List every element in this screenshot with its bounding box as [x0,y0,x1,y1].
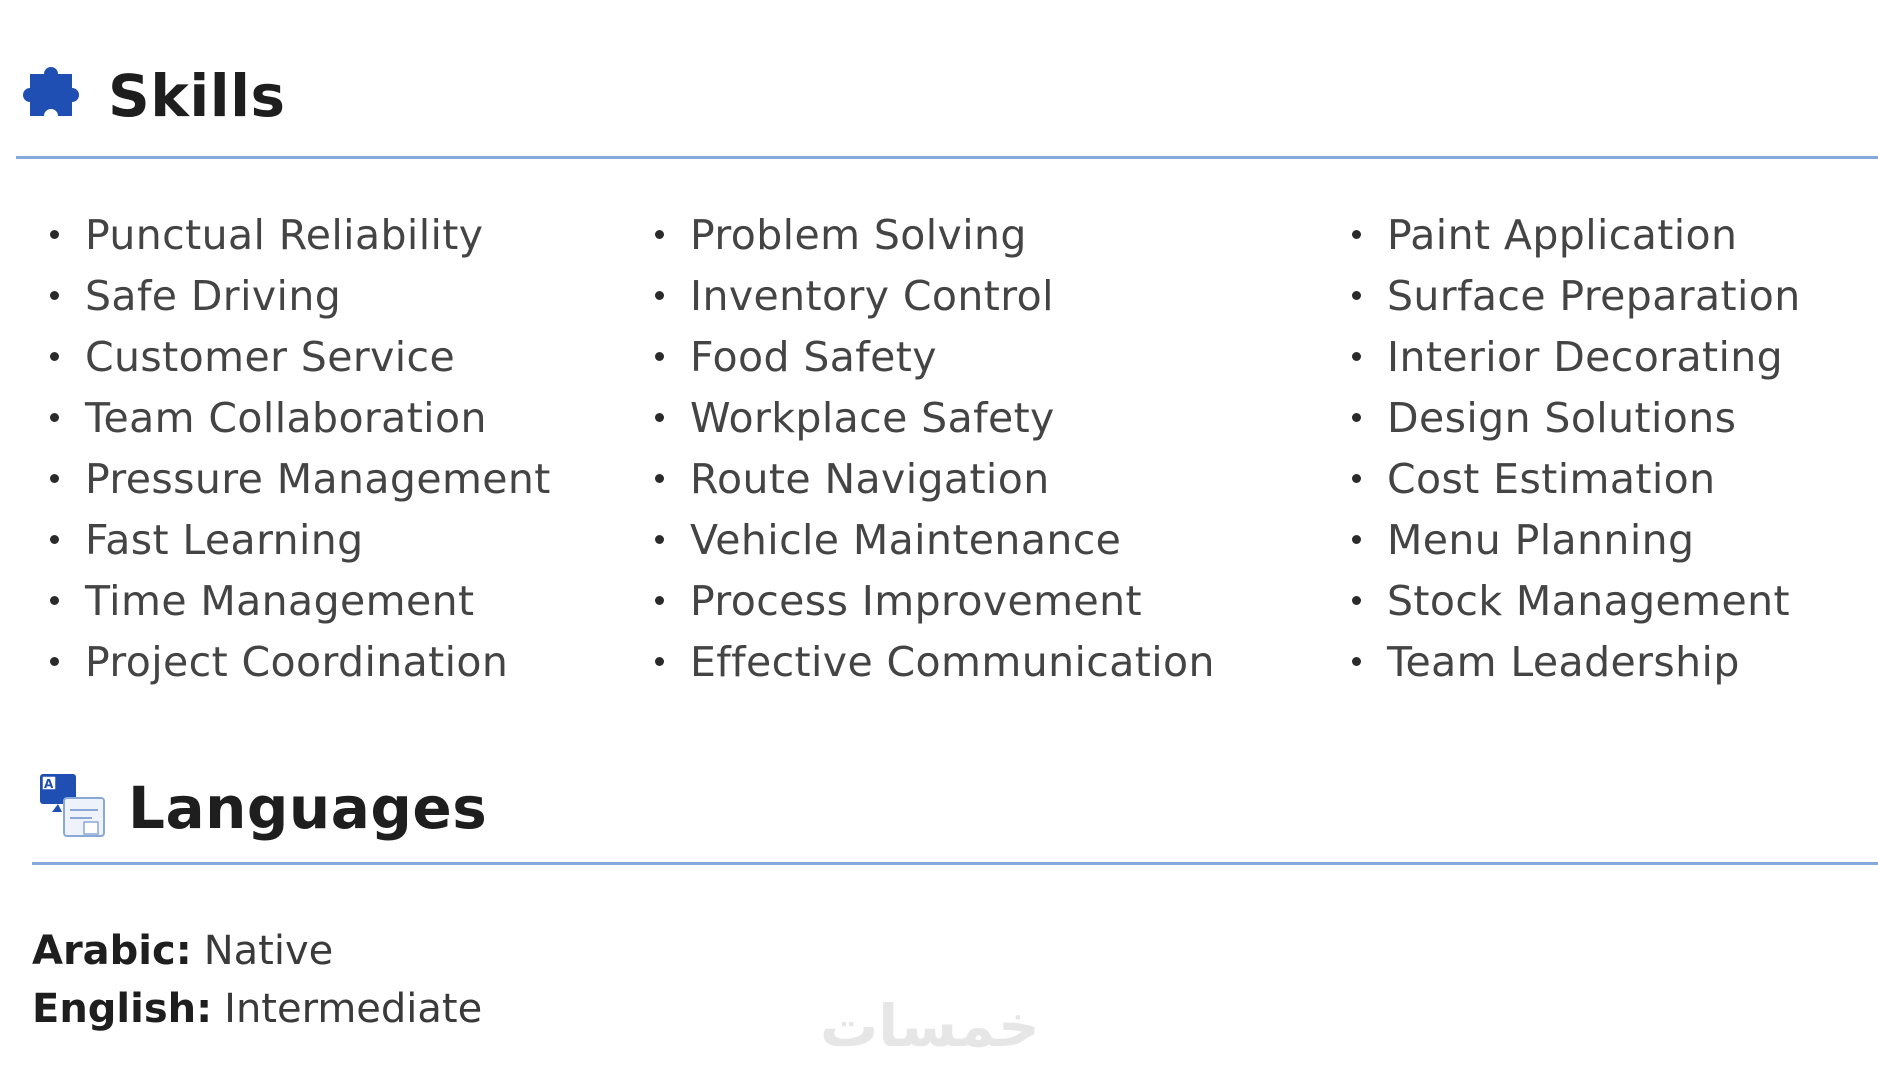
skill-item [1352,265,1801,326]
skill-label: Food Safety [690,332,937,381]
watermark: خمسات [820,992,1040,1060]
skill-item [1352,387,1801,448]
bullet-icon [655,352,664,361]
skill-item [655,570,1215,631]
bullet-icon [1352,474,1361,483]
skill-item [655,326,1215,387]
language-name: Arabic: [32,928,192,974]
skill-label: Time Management [85,576,475,625]
skill-item [50,387,551,448]
languages-title: Languages [128,774,488,842]
bullet-icon [50,230,59,239]
skill-item [1352,448,1801,509]
bullet-icon [655,230,664,239]
skills-header [16,62,286,130]
skill-label: Punctual Reliability [85,210,484,259]
skills-divider [16,156,1878,159]
skill-label: Safe Driving [85,271,342,320]
skill-label: Surface Preparation [1387,271,1801,320]
languages-list [32,922,482,1038]
skill-item [1352,631,1801,692]
skills-column-1 [50,204,551,692]
bullet-icon [50,352,59,361]
skill-item [1352,570,1801,631]
skill-item [50,570,551,631]
bullet-icon [1352,657,1361,666]
bullet-icon [1352,230,1361,239]
skill-item [655,509,1215,570]
bullet-icon [50,657,59,666]
skills-grid [50,204,1870,704]
skill-label: Fast Learning [85,515,364,564]
skill-label: Stock Management [1387,576,1790,625]
skill-item [655,387,1215,448]
language-name: English: [32,986,213,1032]
bullet-icon [655,291,664,300]
skill-label: Design Solutions [1387,393,1737,442]
bullet-icon [1352,535,1361,544]
bullet-icon [50,474,59,483]
skill-label: Team Collaboration [85,393,487,442]
skills-title: Skills [108,62,286,130]
skill-item [1352,509,1801,570]
skill-item [50,265,551,326]
language-item [32,980,482,1038]
skill-label: Project Coordination [85,637,509,686]
skill-label: Effective Communication [690,637,1215,686]
skill-label: Interior Decorating [1387,332,1784,381]
skill-item [655,265,1215,326]
skill-label: Vehicle Maintenance [690,515,1122,564]
skill-label: Process Improvement [690,576,1142,625]
skill-label: Cost Estimation [1387,454,1716,503]
skill-item [1352,204,1801,265]
bullet-icon [50,535,59,544]
language-item [32,922,482,980]
skill-label: Pressure Management [85,454,551,503]
skill-item [50,326,551,387]
bullet-icon [50,596,59,605]
skills-column-2 [655,204,1215,692]
bullet-icon [1352,413,1361,422]
bullet-icon [655,596,664,605]
skill-label: Team Leadership [1387,637,1740,686]
bullet-icon [655,413,664,422]
bullet-icon [1352,291,1361,300]
languages-header [36,770,487,846]
languages-divider [32,862,1878,865]
bullet-icon [1352,352,1361,361]
bullet-icon [655,474,664,483]
language-level: Native [203,928,334,974]
language-level: Intermediate [224,986,483,1032]
skill-item [50,204,551,265]
bullet-icon [1352,596,1361,605]
skill-item [655,448,1215,509]
skill-label: Inventory Control [690,271,1054,320]
skill-label: Paint Application [1387,210,1738,259]
bullet-icon [50,291,59,300]
skill-item [50,631,551,692]
skill-label: Problem Solving [690,210,1027,259]
puzzle-icon [16,66,88,126]
skill-item [50,448,551,509]
skill-item [655,204,1215,265]
skills-column-3 [1352,204,1801,692]
bullet-icon [655,535,664,544]
skill-item [50,509,551,570]
skill-item [655,631,1215,692]
skill-label: Menu Planning [1387,515,1695,564]
bullet-icon [50,413,59,422]
translate-icon [36,770,108,846]
skill-item [1352,326,1801,387]
skill-label: Workplace Safety [690,393,1055,442]
skill-label: Customer Service [85,332,456,381]
bullet-icon [655,657,664,666]
svg-text:A: A [44,777,54,791]
skill-label: Route Navigation [690,454,1050,503]
